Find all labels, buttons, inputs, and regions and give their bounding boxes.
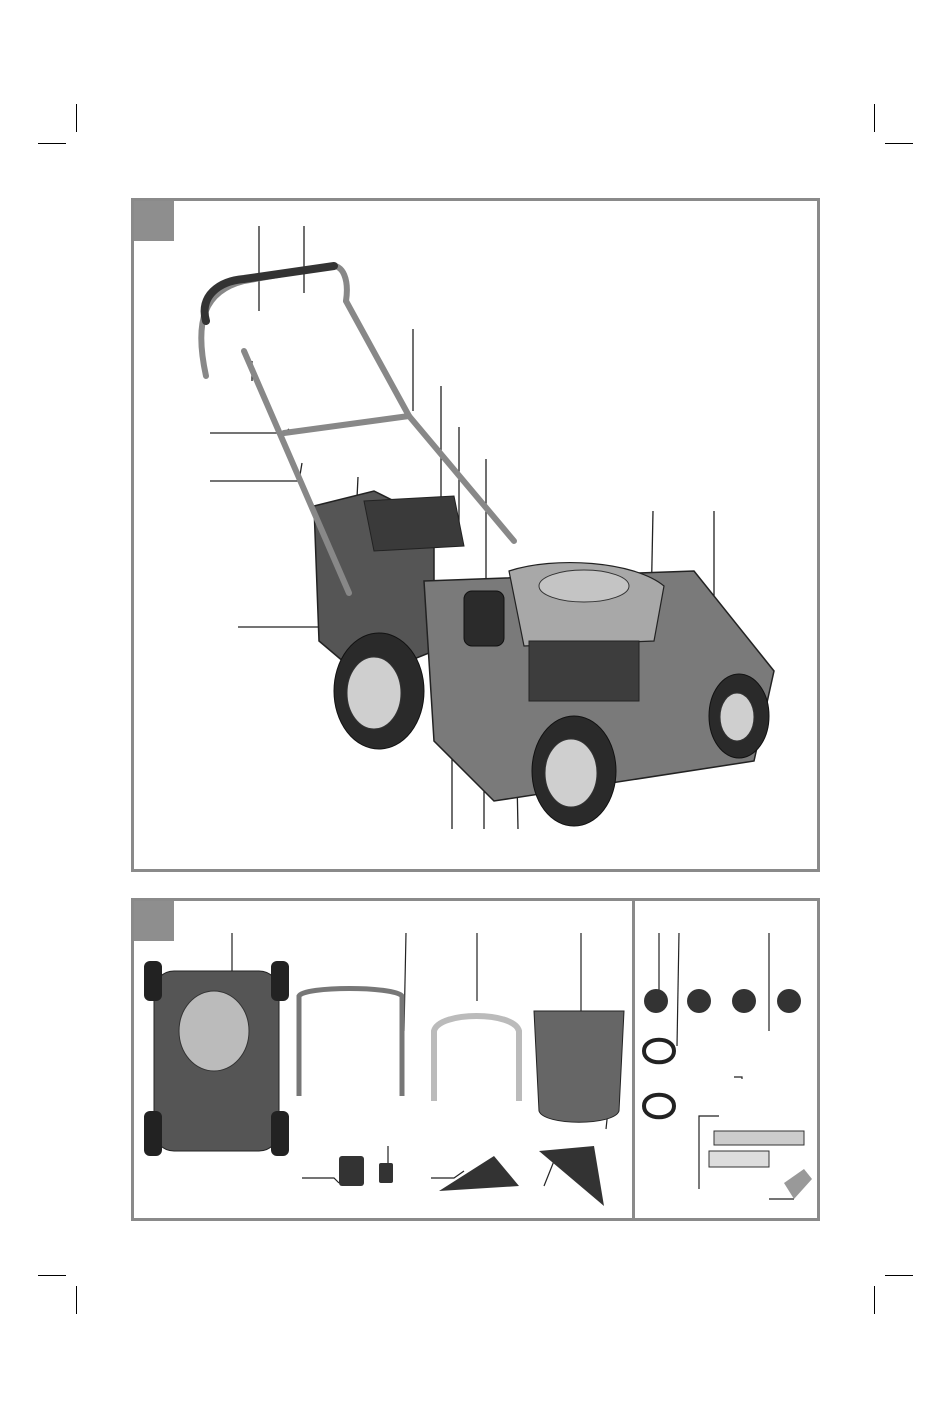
figure-2-panel	[131, 898, 820, 1221]
crop-mark-bottom-left-h	[38, 1275, 66, 1276]
crop-mark-top-left-h	[38, 143, 66, 144]
crop-mark-bottom-right-h	[885, 1275, 913, 1276]
crop-mark-top-right-h	[885, 143, 913, 144]
crop-mark-top-right-v	[874, 104, 875, 132]
crop-mark-top-left-v	[76, 104, 77, 132]
figure-1-panel	[131, 198, 820, 872]
lawn-mower-illustration	[134, 201, 817, 869]
crop-mark-bottom-right-v	[874, 1286, 875, 1314]
parts-illustration	[134, 901, 817, 1218]
crop-mark-bottom-left-v	[76, 1286, 77, 1314]
